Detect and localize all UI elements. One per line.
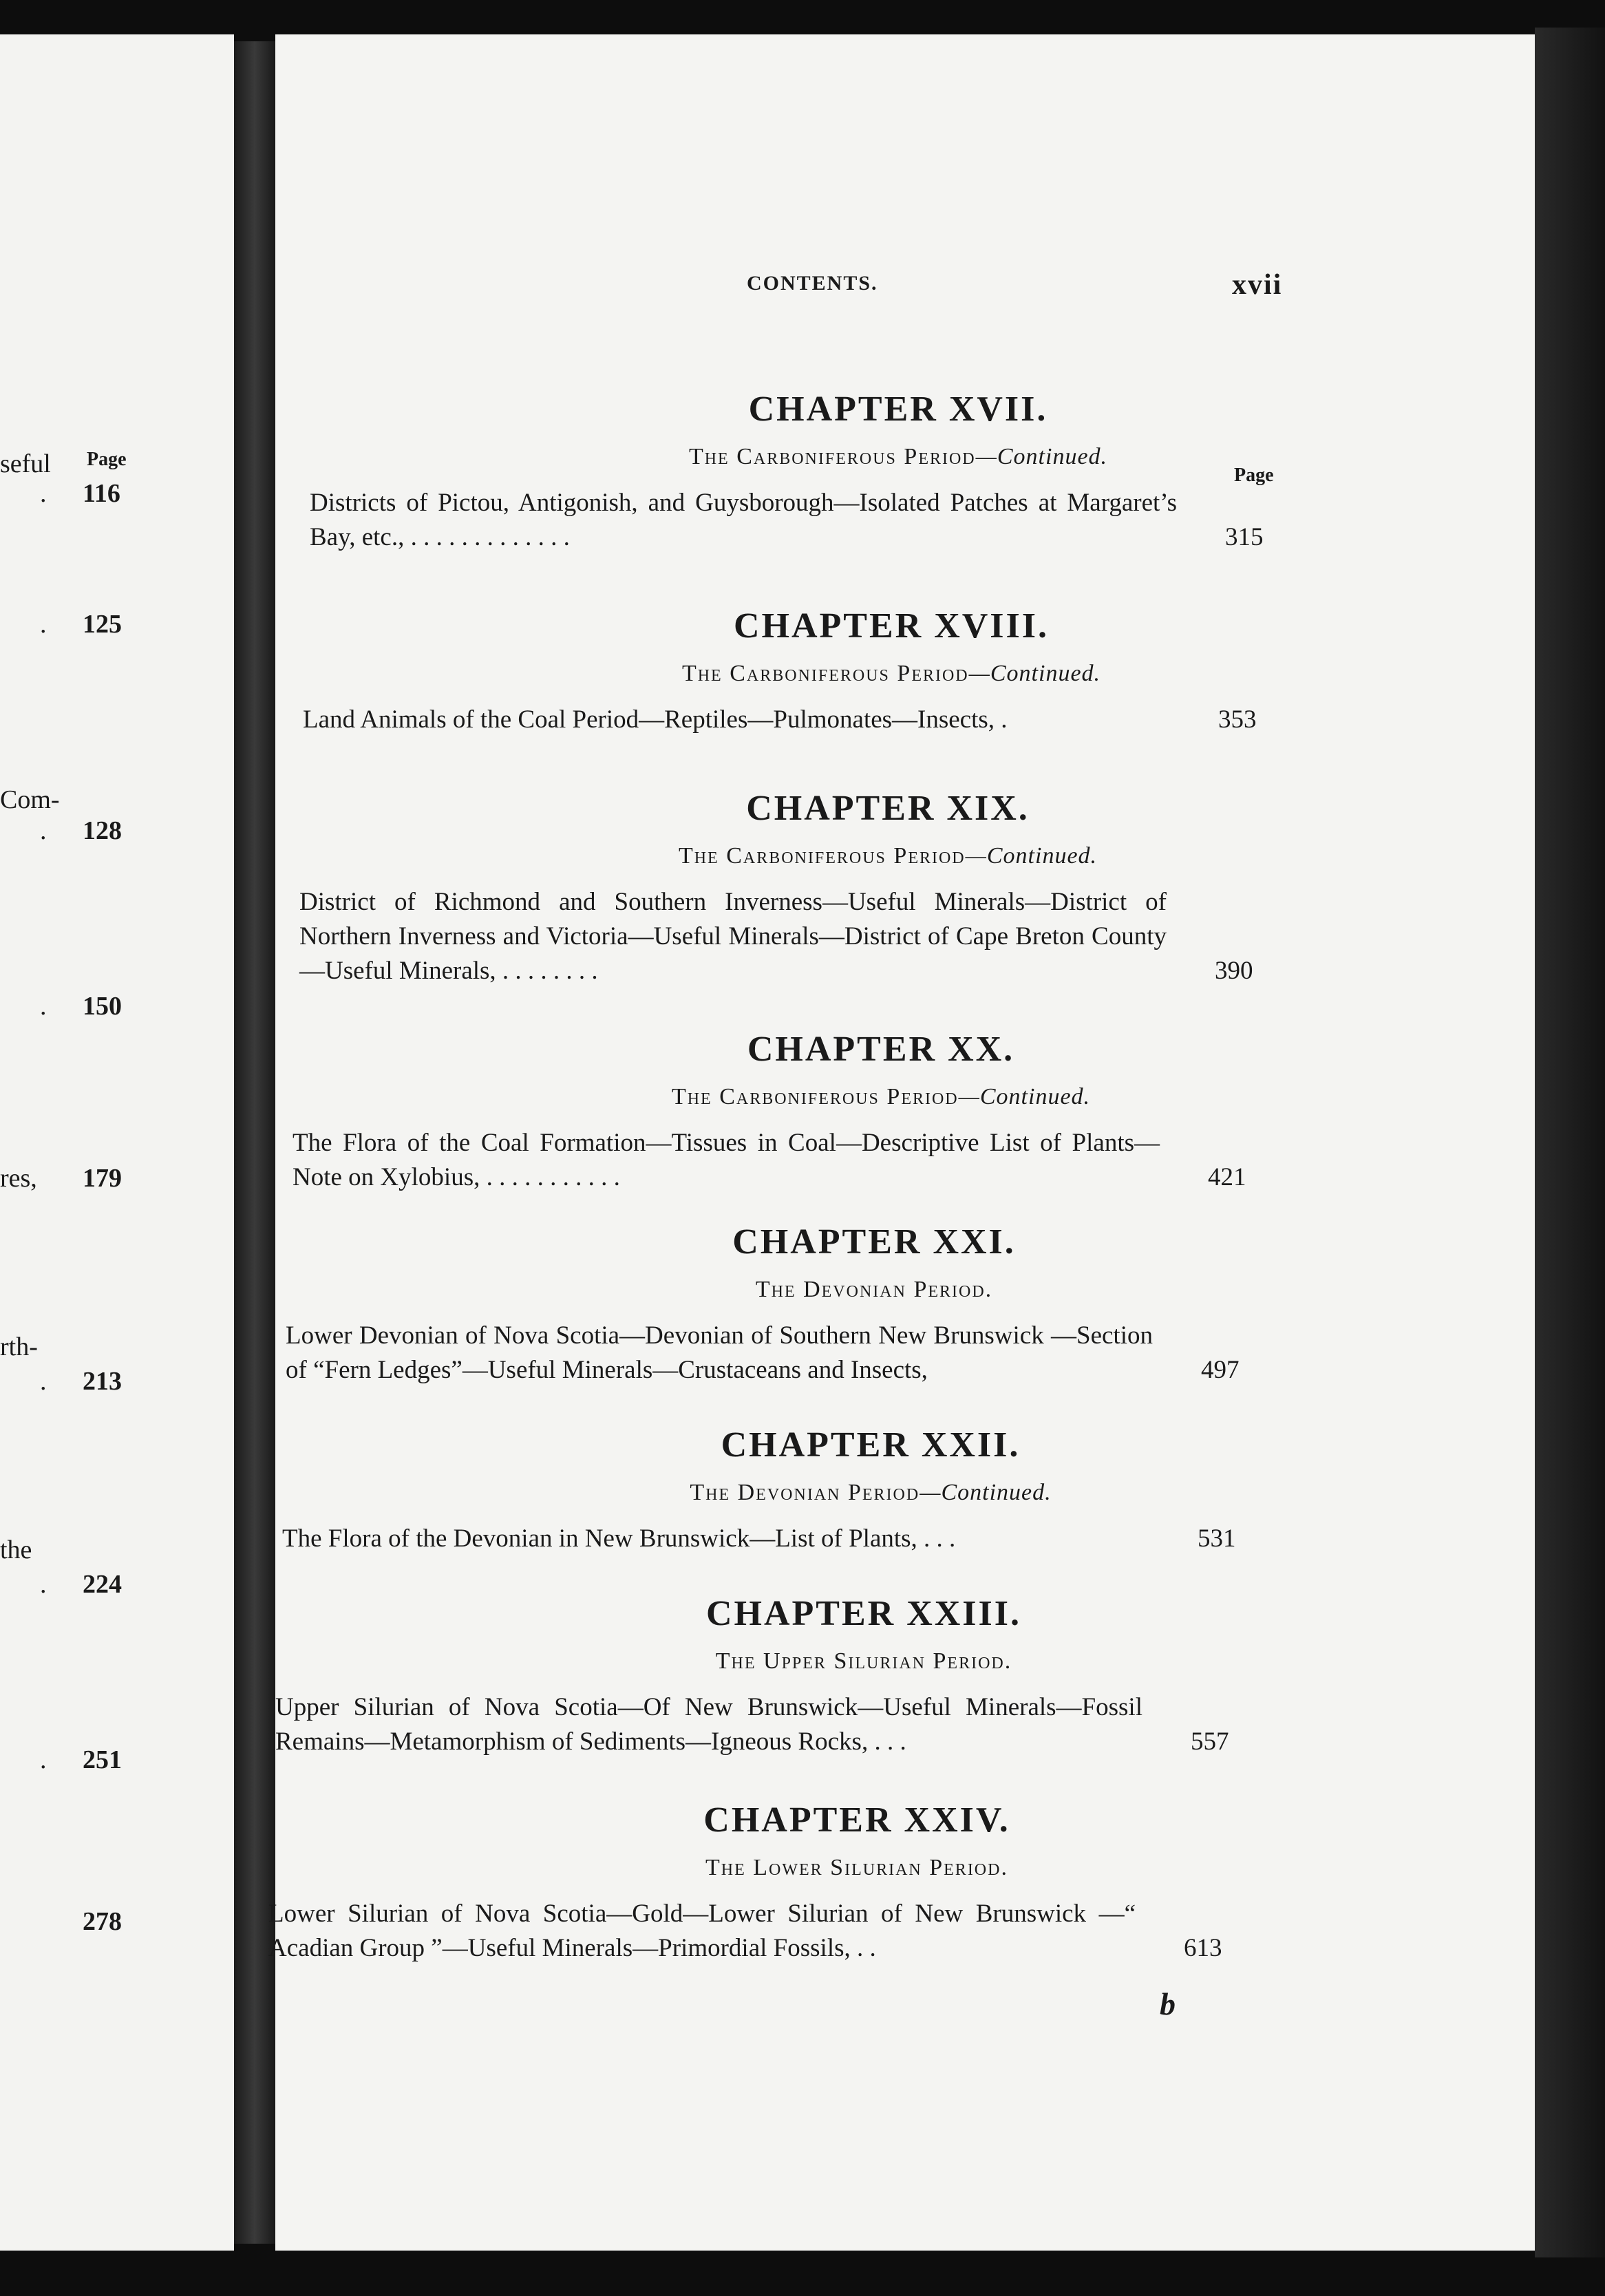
continued-note: —Continued. [958, 1084, 1091, 1109]
left-entry-leader: . [40, 1367, 47, 1396]
chapter-description: The Flora of the Coal Formation—Tissues in Coal—Descriptive List of Plants—Note on Xylobius, . . . . . . . . . . . [293, 1129, 1160, 1191]
period-name: The Lower Silurian Period. [705, 1855, 1008, 1880]
chapter-entry [258, 885, 1518, 988]
left-entry-page: 278 [83, 1907, 122, 1936]
chapter-page-number: 390 [1215, 957, 1253, 985]
chapter-description: District of Richmond and Southern Inverness—Useful Minerals—District of Northern Inverness and Victoria—Useful Minerals—District of Cape Breton County—Useful Minerals, . . . . . . . . [299, 888, 1167, 985]
left-entry-fragment: res, [0, 1164, 37, 1193]
left-page-entry [0, 991, 234, 1032]
chapter-title: CHAPTER XVIII. [733, 606, 1050, 646]
chapter-page-number: 315 [1225, 523, 1264, 551]
period-name: The Upper Silurian Period. [715, 1648, 1012, 1674]
chapter-subtitle [234, 1645, 1494, 1678]
chapter-page-number: 531 [1198, 1524, 1236, 1553]
chapter-entry [251, 1126, 1511, 1195]
chapter-entry [268, 486, 1528, 555]
continued-note: —Continued. [975, 444, 1108, 469]
left-page-entry [0, 609, 234, 650]
chapter-title: CHAPTER XXI. [732, 1222, 1016, 1262]
left-entry-page: 116 [83, 479, 120, 508]
period-name: The Carboniferous Period [678, 843, 966, 869]
chapter-subtitle [251, 1081, 1511, 1114]
left-entry-leader: . [40, 479, 47, 508]
left-page-entry [0, 816, 234, 857]
chapter-page-number: 353 [1218, 705, 1257, 734]
left-entry-leader: . [40, 610, 47, 639]
left-entry-fragment: seful [0, 449, 51, 478]
left-entry-leader: . [40, 1745, 47, 1774]
left-entry-leader: . [40, 1570, 47, 1599]
chapter-subtitle [258, 840, 1518, 873]
chapter-description: Districts of Pictou, Antigonish, and Guysborough—Isolated Patches at Margaret’s Bay, etc., . . . . . . . . . . . . . [310, 489, 1177, 551]
left-entry-fragment: Com- [0, 785, 60, 814]
period-name: The Carboniferous Period [671, 1084, 959, 1109]
chapter-entry [227, 1897, 1487, 1966]
left-page-column-label: Page [87, 449, 127, 470]
chapter-title: CHAPTER XVII. [748, 390, 1048, 429]
left-entry-leader: . [40, 992, 47, 1021]
left-page-entry [0, 1569, 234, 1611]
chapter-block [262, 602, 1521, 737]
chapter-block [227, 1796, 1487, 1966]
page-number: xvii [1232, 269, 1283, 301]
left-entry-page: 251 [83, 1745, 122, 1774]
continued-note: —Continued. [968, 661, 1101, 686]
left-page [0, 34, 234, 2251]
chapter-block [251, 1025, 1511, 1195]
chapter-subtitle [227, 1851, 1487, 1884]
chapter-title: CHAPTER XXIV. [703, 1800, 1010, 1840]
left-entry-page: 213 [83, 1367, 122, 1396]
chapter-entry [262, 703, 1521, 737]
left-entry-fragment: the [0, 1535, 32, 1564]
left-entry-page: 179 [83, 1164, 122, 1193]
left-entry-page: 125 [83, 610, 122, 639]
left-entry-leader: . [40, 816, 47, 845]
left-entry-fragment: rth- [0, 1332, 38, 1361]
chapter-block [241, 1421, 1500, 1556]
period-name: The Carboniferous Period [688, 444, 976, 469]
continued-note: —Continued. [965, 843, 1098, 869]
chapter-title: CHAPTER XX. [747, 1030, 1015, 1069]
chapter-title: CHAPTER XIX. [746, 789, 1030, 828]
left-page-entry [0, 1745, 234, 1786]
chapter-page-number: 557 [1191, 1728, 1229, 1756]
chapter-description: Upper Silurian of Nova Scotia—Of New Brunswick—Useful Minerals—Fossil Remains—Metamorphism of Sediments—Igneous Rocks, . . . [275, 1693, 1142, 1756]
chapter-page-number: 497 [1201, 1356, 1240, 1384]
chapter-block [234, 1590, 1494, 1759]
chapter-description: The Flora of the Devonian in New Brunswick—List of Plants, . . . [282, 1524, 956, 1553]
chapter-page-number: 613 [1184, 1934, 1222, 1962]
chapter-subtitle [262, 657, 1521, 690]
right-page [268, 34, 1535, 2251]
chapter-entry [244, 1319, 1504, 1388]
chapter-block [268, 385, 1528, 555]
left-entry-page: 224 [83, 1570, 122, 1599]
book-spine-edge [1535, 28, 1605, 2257]
chapter-description: Land Animals of the Coal Period—Reptiles—Pulmonates—Insects, . [303, 705, 1008, 734]
page-column-label: Page [1234, 465, 1274, 486]
chapter-description: Lower Silurian of Nova Scotia—Gold—Lower Silurian of New Brunswick —“ Acadian Group ”—Useful Minerals—Primordial Fossils, . . [268, 1900, 1136, 1962]
period-name: The Carboniferous Period [681, 661, 969, 686]
chapter-entry [234, 1690, 1494, 1759]
chapter-entry [241, 1522, 1500, 1556]
left-entry-page: 150 [83, 992, 122, 1021]
chapter-title: CHAPTER XXII. [721, 1425, 1021, 1465]
chapter-title: CHAPTER XXIII. [705, 1594, 1022, 1633]
chapter-block [258, 785, 1518, 988]
period-name: The Devonian Period [690, 1480, 920, 1505]
running-head: CONTENTS. [747, 272, 878, 295]
left-page-entry [0, 1366, 234, 1407]
left-page-entry [0, 478, 234, 520]
chapter-block [244, 1218, 1504, 1388]
left-entry-page: 128 [83, 816, 122, 845]
chapter-subtitle [244, 1273, 1504, 1306]
continued-note: —Continued. [920, 1480, 1052, 1505]
chapter-page-number: 421 [1208, 1163, 1246, 1191]
left-page-entry [0, 1906, 234, 1948]
signature-mark: b [1160, 1986, 1176, 2021]
period-name: The Devonian Period. [755, 1277, 993, 1302]
chapter-description: Lower Devonian of Nova Scotia—Devonian of Southern New Brunswick —Section of “Fern Ledges”—Useful Minerals—Crustaceans and Insects, [286, 1321, 1153, 1384]
left-page-entry [0, 1163, 234, 1204]
chapter-subtitle [241, 1476, 1500, 1509]
chapter-subtitle [268, 440, 1528, 474]
